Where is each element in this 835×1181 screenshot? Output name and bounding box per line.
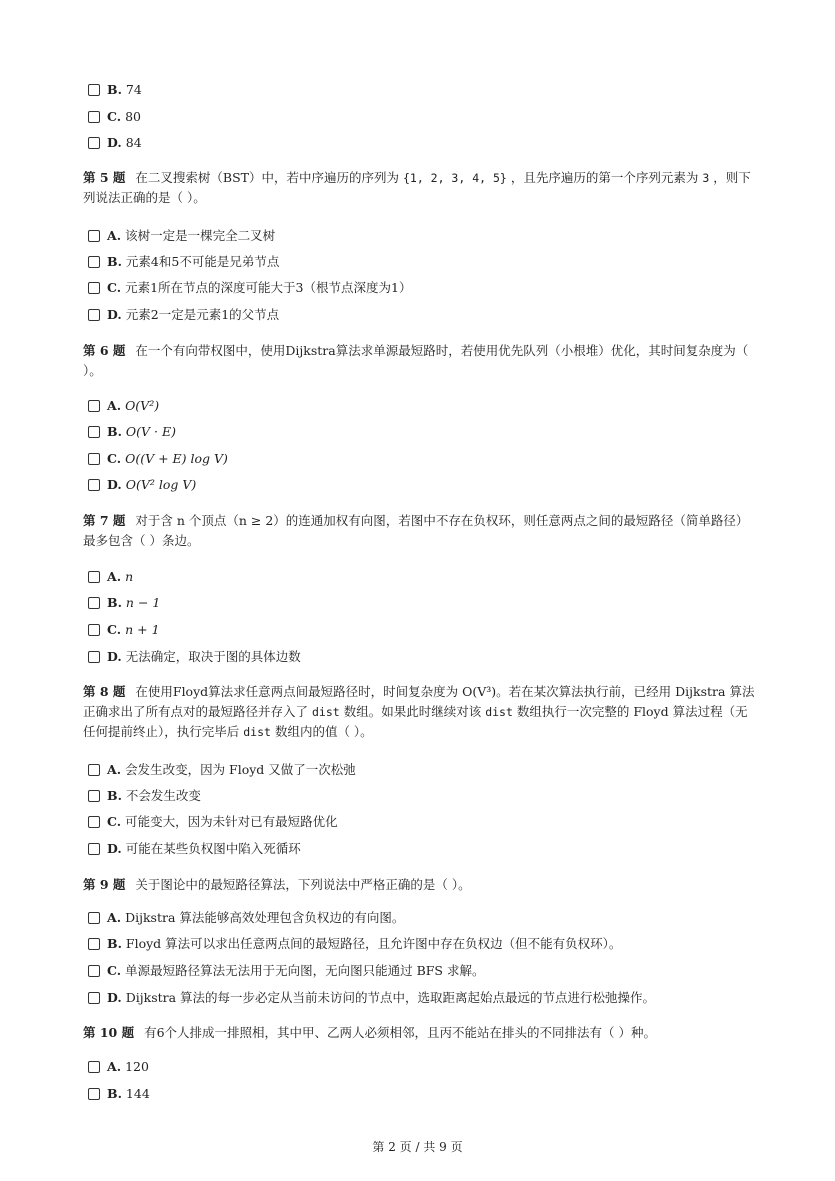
option-text: O(V²) (125, 398, 160, 413)
option-text: n (125, 569, 134, 584)
option-b[interactable] (88, 787, 201, 805)
checkbox[interactable] (88, 624, 100, 636)
option-letter: B. (107, 1086, 122, 1101)
page-footer: 第 2 页 / 共 9 页 (372, 1140, 463, 1154)
first-element: 3 (702, 171, 710, 185)
checkbox[interactable] (88, 426, 100, 438)
question-10 (83, 1023, 755, 1043)
option-b[interactable] (88, 423, 176, 441)
option-text: O(V · E) (125, 424, 176, 439)
checkbox[interactable] (88, 790, 100, 802)
checkbox[interactable] (88, 843, 100, 855)
question-text: ，则下列说法正确的是（ ）。 (83, 170, 751, 205)
question-label: 第 8 题 (83, 684, 126, 699)
option-c[interactable] (88, 813, 338, 831)
option-d[interactable] (88, 476, 196, 494)
option-letter: D. (107, 307, 122, 322)
option-text: O((V + E) log V) (125, 451, 228, 466)
option-letter: C. (107, 109, 122, 124)
question-9 (83, 875, 755, 895)
question-text: 在使用Floyd算法求任意两点间最短路径时，时间复杂度为 O(V³)。若在某次算法执行前，已经用 Dijkstra 算法正确求出了所有点对的最短路径并存入了 (83, 684, 755, 719)
option-c[interactable] (88, 108, 141, 126)
checkbox[interactable] (88, 938, 100, 950)
option-text: Dijkstra 算法的每一步必定从当前未访问的节点中，选取距离起始点最远的节点进行松弛操作。 (125, 990, 656, 1005)
option-b[interactable] (88, 935, 621, 953)
question-label: 第 7 题 (83, 513, 126, 528)
checkbox[interactable] (88, 651, 100, 663)
checkbox[interactable] (88, 1088, 100, 1100)
checkbox[interactable] (88, 400, 100, 412)
option-letter: C. (107, 814, 122, 829)
option-text: 单源最短路径算法无法用于无向图，无向图只能通过 BFS 求解。 (125, 963, 485, 978)
option-text: 不会发生改变 (125, 788, 201, 803)
question-text: 对于含 n 个顶点（n ≥ 2）的连通加权有向图，若图中不存在负权环，则任意两点之间的最短路径（简单路径）最多包含（ ）条边。 (83, 513, 749, 548)
option-d[interactable] (88, 648, 301, 666)
checkbox[interactable] (88, 816, 100, 828)
option-letter: B. (107, 82, 122, 97)
option-letter: D. (107, 135, 122, 150)
option-letter: A. (107, 398, 122, 413)
question-text: 关于图论中的最短路径算法，下列说法中严格正确的是（ ）。 (135, 877, 471, 892)
option-a[interactable] (88, 397, 159, 415)
option-text: n + 1 (125, 622, 160, 637)
option-b[interactable] (88, 594, 160, 612)
option-text: 元素4和5不可能是兄弟节点 (125, 254, 280, 269)
option-text: 74 (125, 82, 142, 97)
question-text: 数组。如果此时继续对该 (343, 704, 482, 719)
question-text: 数组执行一次完整的 Floyd 算法过程（无任何提前终止），执行完毕后 (83, 704, 748, 739)
option-letter: A. (107, 1059, 122, 1074)
option-letter: C. (107, 280, 122, 295)
option-c[interactable] (88, 279, 411, 297)
option-letter: B. (107, 936, 122, 951)
option-text: 可能在某些负权图中陷入死循环 (125, 841, 301, 856)
option-letter: C. (107, 451, 122, 466)
sequence: {1, 2, 3, 4, 5} (402, 171, 507, 185)
code-dist: dist (485, 705, 513, 719)
question-text: 在二叉搜索树（BST）中，若中序遍历的序列为 (135, 170, 399, 185)
checkbox[interactable] (88, 256, 100, 268)
question-8 (83, 682, 755, 742)
option-letter: C. (107, 963, 122, 978)
option-text: 元素2一定是元素1的父节点 (125, 307, 280, 322)
option-letter: D. (107, 649, 122, 664)
option-text: 该树一定是一棵完全二叉树 (125, 228, 276, 243)
option-letter: A. (107, 762, 122, 777)
option-text: 80 (125, 109, 141, 124)
option-letter: B. (107, 788, 122, 803)
checkbox[interactable] (88, 453, 100, 465)
checkbox[interactable] (88, 137, 100, 149)
option-text: 无法确定，取决于图的具体边数 (125, 649, 301, 664)
option-letter: B. (107, 254, 122, 269)
question-7 (83, 511, 755, 551)
option-c[interactable] (88, 962, 484, 980)
question-text: 数组内的值（ ）。 (274, 724, 373, 739)
checkbox[interactable] (88, 230, 100, 242)
question-text: 有6个人排成一排照相，其中甲、乙两人必须相邻，且丙不能站在排头的不同排法有（ ）种。 (144, 1025, 657, 1040)
option-text: Dijkstra 算法能够高效处理包含负权边的有向图。 (125, 910, 405, 925)
option-letter: A. (107, 228, 122, 243)
checkbox[interactable] (88, 992, 100, 1004)
option-d[interactable] (88, 134, 142, 152)
checkbox[interactable] (88, 764, 100, 776)
checkbox[interactable] (88, 309, 100, 321)
option-b[interactable] (88, 81, 142, 99)
option-a[interactable] (88, 909, 404, 927)
question-label: 第 6 题 (83, 343, 126, 358)
option-letter: B. (107, 424, 122, 439)
option-text: 会发生改变，因为 Floyd 又做了一次松弛 (125, 762, 356, 777)
option-text: 84 (125, 135, 142, 150)
option-letter: D. (107, 841, 122, 856)
question-text: 在一个有向带权图中，使用Dijkstra算法求单源最短路时，若使用优先队列（小根堆）优化，其时间复杂度为（ ）。 (83, 343, 749, 378)
option-b[interactable] (88, 253, 279, 271)
option-text: Floyd 算法可以求出任意两点间的最短路径，且允许图中存在负权边（但不能有负权环）。 (125, 936, 622, 951)
option-letter: B. (107, 595, 122, 610)
option-text: O(V² log V) (125, 477, 197, 492)
question-label: 第 10 题 (83, 1025, 135, 1040)
checkbox[interactable] (88, 597, 100, 609)
option-c[interactable] (88, 621, 160, 639)
checkbox[interactable] (88, 912, 100, 924)
checkbox[interactable] (88, 571, 100, 583)
option-d[interactable] (88, 306, 279, 324)
code-dist: dist (312, 705, 340, 719)
checkbox[interactable] (88, 965, 100, 977)
checkbox[interactable] (88, 84, 100, 96)
option-b[interactable] (88, 1085, 150, 1103)
option-text: 144 (125, 1086, 150, 1101)
checkbox[interactable] (88, 282, 100, 294)
question-label: 第 9 题 (83, 877, 126, 892)
option-text: n − 1 (125, 595, 161, 610)
question-text: ，且先序遍历的第一个序列元素为 (510, 170, 699, 185)
option-a[interactable] (88, 227, 275, 245)
option-letter: A. (107, 910, 122, 925)
checkbox[interactable] (88, 111, 100, 123)
option-a[interactable] (88, 1058, 149, 1076)
option-text: 可能变大，因为未针对已有最短路优化 (125, 814, 338, 829)
option-letter: C. (107, 622, 122, 637)
question-6 (83, 341, 755, 381)
option-d[interactable] (88, 989, 655, 1007)
option-a[interactable] (88, 761, 356, 779)
checkbox[interactable] (88, 1061, 100, 1073)
option-letter: D. (107, 990, 122, 1005)
question-label: 第 5 题 (83, 170, 126, 185)
option-a[interactable] (88, 568, 133, 586)
option-text: 120 (125, 1059, 149, 1074)
option-letter: A. (107, 569, 122, 584)
option-letter: D. (107, 477, 122, 492)
option-d[interactable] (88, 840, 301, 858)
checkbox[interactable] (88, 479, 100, 491)
option-text: 元素1所在节点的深度可能大于3（根节点深度为1） (125, 280, 412, 295)
code-dist: dist (243, 725, 271, 739)
question-5 (83, 168, 755, 208)
option-c[interactable] (88, 450, 228, 468)
